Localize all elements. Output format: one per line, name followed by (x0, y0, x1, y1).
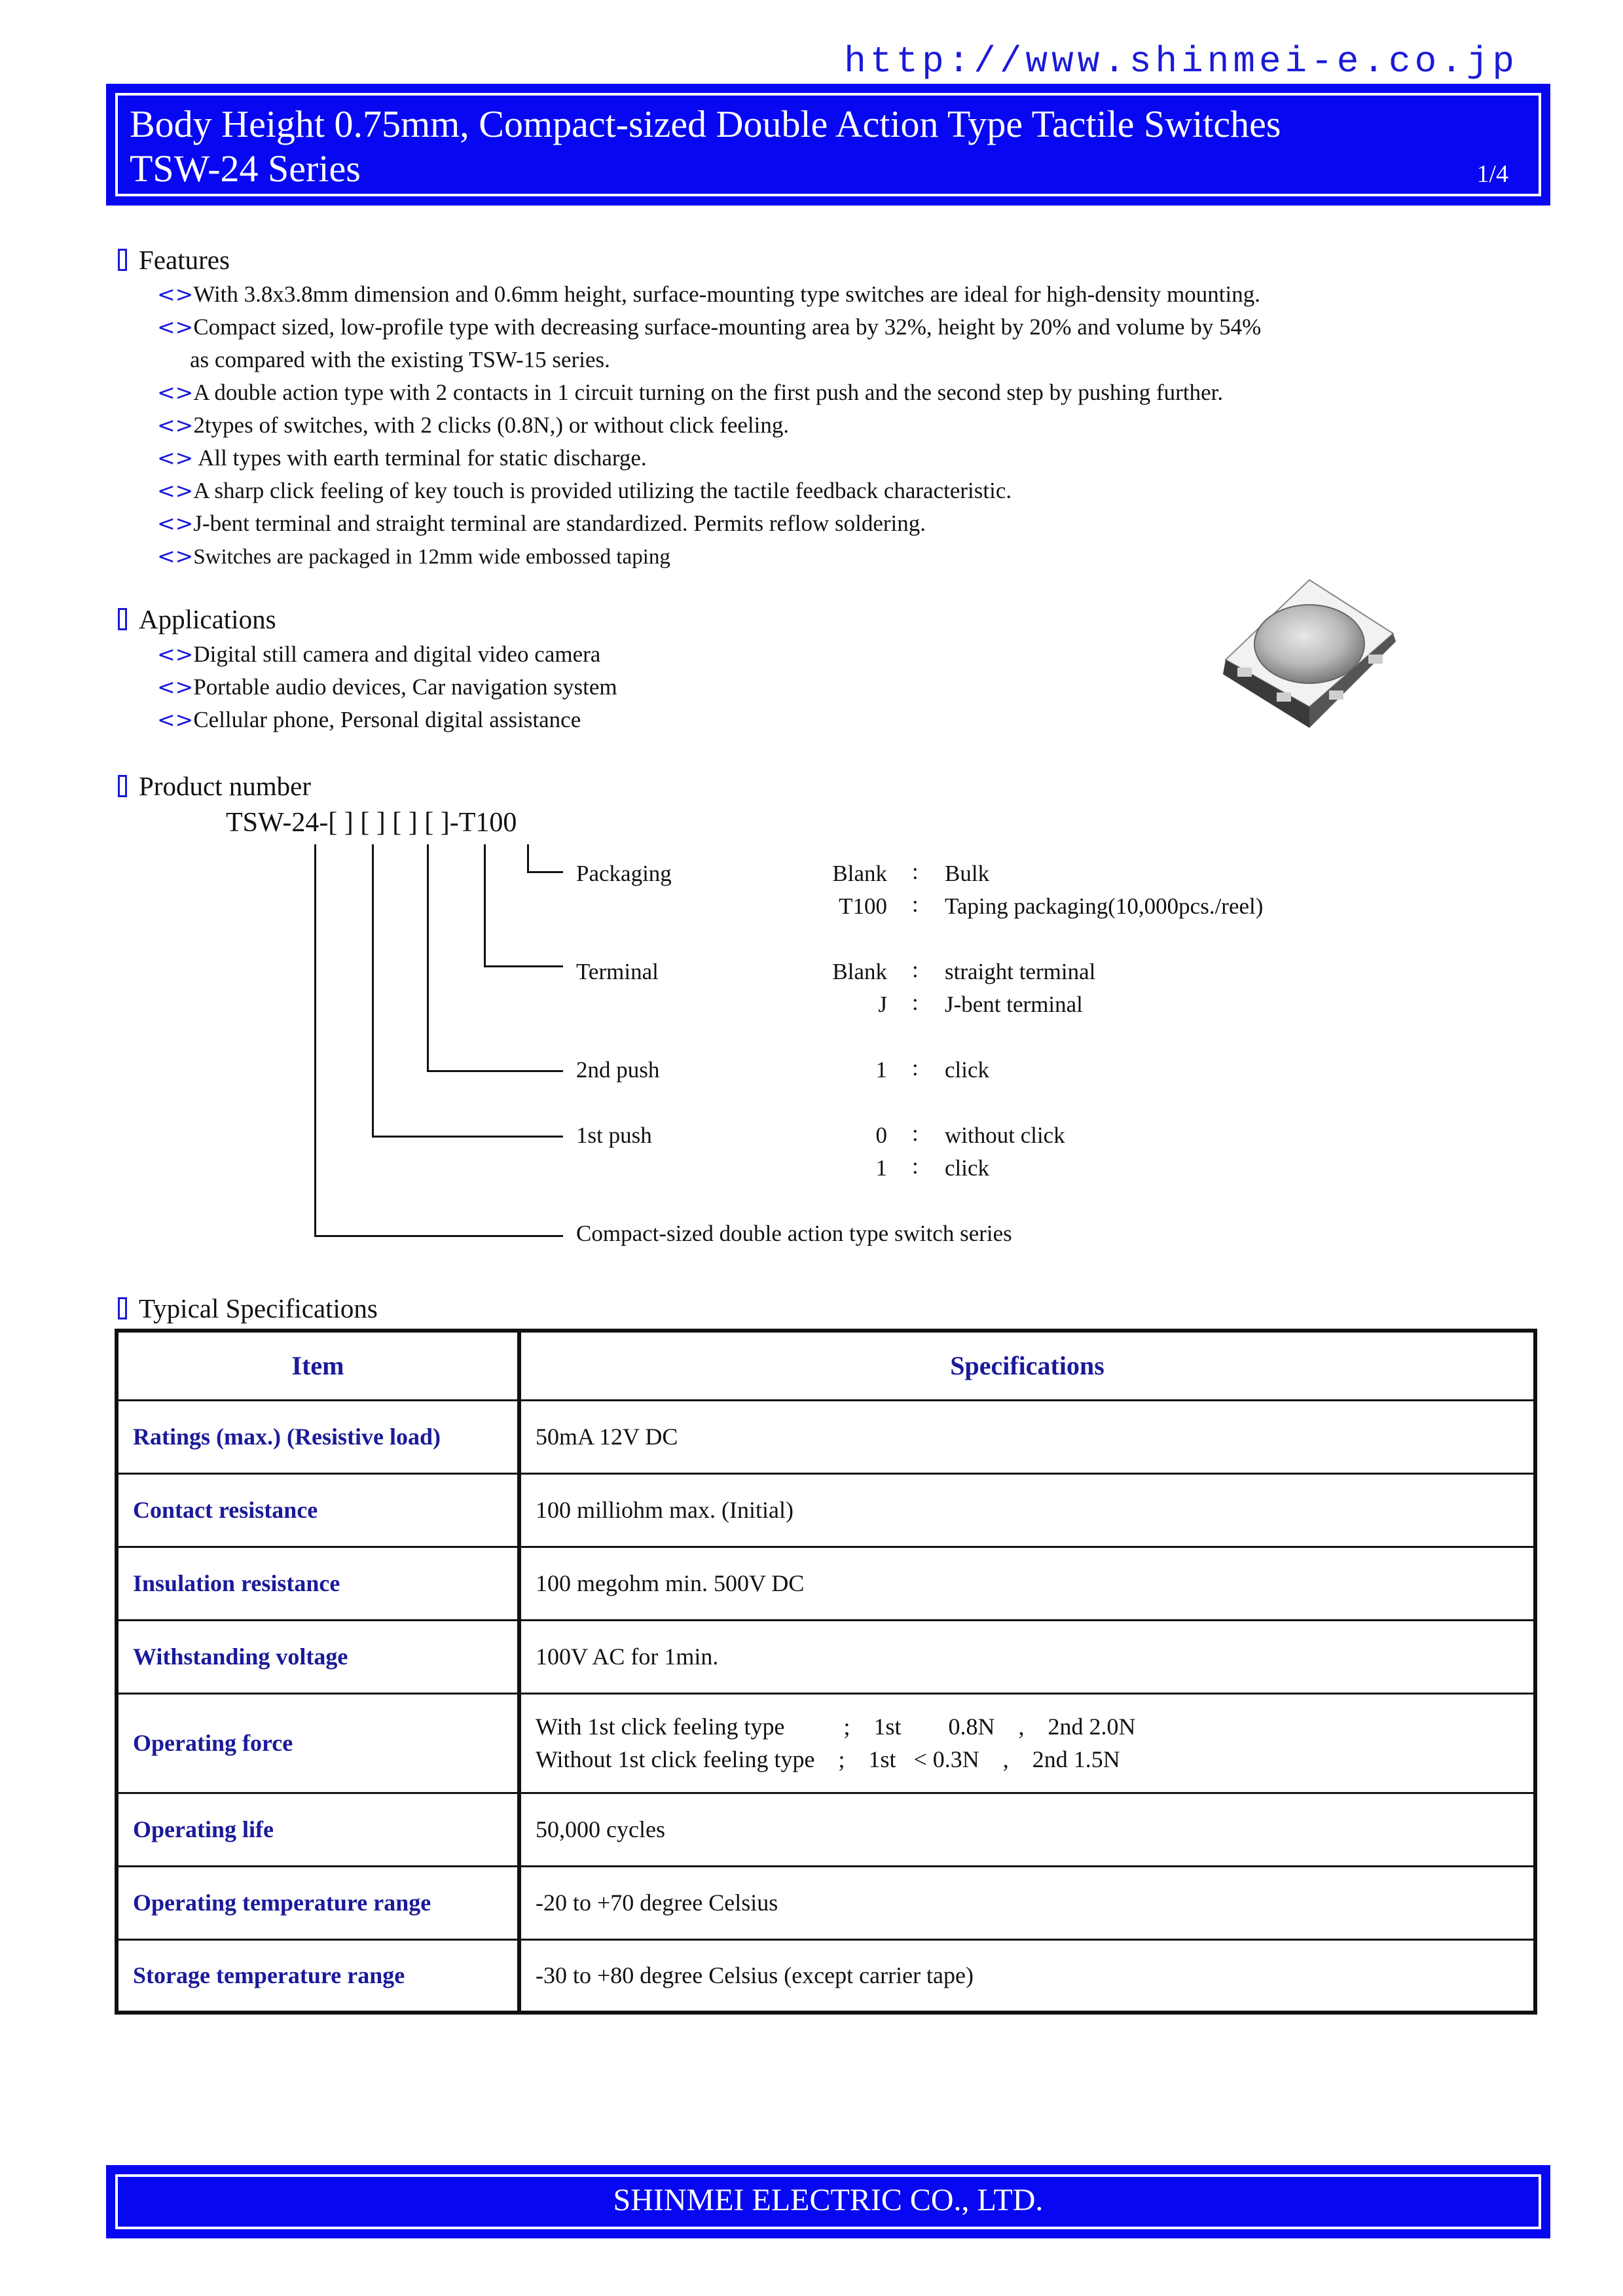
connector-line (527, 871, 563, 873)
spec-value: -20 to +70 degree Celsius (519, 1866, 1535, 1939)
feature-item (157, 445, 647, 471)
product-number-heading (118, 770, 311, 802)
bullet-icon: <> (157, 314, 194, 340)
table-row (117, 1620, 1535, 1693)
series-label: Compact-sized double action type switch series (576, 1221, 1012, 1246)
option-code: 1 (875, 1155, 887, 1181)
specifications-heading-text: Typical Specifications (139, 1293, 378, 1323)
feature-text: All types with earth terminal for static discharge. (193, 445, 647, 471)
spec-value: -30 to +80 degree Celsius (except carrier tape) (519, 1939, 1535, 2013)
website-url[interactable]: http://www.shinmei-e.co.jp (844, 41, 1518, 82)
option-colon: : (912, 1153, 919, 1179)
section-marker-icon (118, 775, 127, 797)
option-colon: : (912, 1055, 919, 1081)
specifications-table (115, 1329, 1537, 2015)
feature-item (157, 412, 789, 439)
option-colon: : (912, 990, 919, 1015)
spec-item: Insulation resistance (117, 1547, 519, 1620)
connector-line (484, 844, 486, 967)
option-code: 1 (875, 1057, 887, 1083)
bullet-icon: <> (157, 707, 194, 732)
spec-value (519, 1693, 1535, 1793)
page-title: Body Height 0.75mm, Compact-sized Double Action Type Tactile Switches (130, 103, 1281, 145)
first-push-label: 1st push (576, 1122, 652, 1148)
option-code: T100 (839, 893, 887, 919)
option-colon: : (912, 1121, 919, 1146)
spec-item: Operating life (117, 1793, 519, 1866)
option-code: Blank (832, 861, 887, 886)
option-desc: J-bent terminal (945, 992, 1083, 1017)
feature-text: A sharp click feeling of key touch is provided utilizing the tactile feedback characteristic. (193, 478, 1012, 503)
application-item (157, 641, 600, 668)
feature-text: Compact sized, low-profile type with decreasing surface-mounting area by 32%, height by 20% and volume by 54% (193, 314, 1262, 340)
specifications-heading (118, 1293, 378, 1324)
product-number-heading-text: Product number (139, 771, 312, 801)
feature-item (157, 511, 926, 537)
option-code: Blank (832, 959, 887, 984)
option-desc: Bulk (945, 861, 990, 886)
feature-item (157, 314, 1261, 340)
second-push-label: 2nd push (576, 1057, 660, 1083)
bullet-icon: <> (157, 478, 194, 503)
bullet-icon: <> (157, 445, 194, 471)
table-row (117, 1547, 1535, 1620)
applications-heading (118, 603, 276, 635)
option-colon: : (912, 859, 919, 884)
section-marker-icon (118, 249, 127, 271)
option-code: J (878, 992, 887, 1017)
bullet-icon: <> (157, 412, 194, 438)
bullet-icon: <> (157, 674, 194, 700)
table-row (117, 1793, 1535, 1866)
title-banner (106, 84, 1550, 206)
spec-value: 100 megohm min. 500V DC (519, 1547, 1535, 1620)
feature-item-continuation: as compared with the existing TSW-15 series. (190, 347, 610, 372)
table-header-row (117, 1331, 1535, 1400)
spec-item: Withstanding voltage (117, 1620, 519, 1693)
feature-item (157, 281, 1260, 308)
section-marker-icon (118, 608, 127, 630)
application-item (157, 707, 581, 733)
spec-value: 100 milliohm max. (Initial) (519, 1473, 1535, 1547)
footer-banner (106, 2165, 1550, 2238)
connector-line (314, 844, 316, 1237)
bullet-icon: <> (157, 281, 194, 307)
option-desc: click (945, 1155, 990, 1181)
option-colon: : (912, 957, 919, 982)
page-number: 1/4 (1476, 160, 1508, 188)
feature-text: A double action type with 2 contacts in 1 circuit turning on the first push and the second step by pushing further. (193, 380, 1224, 405)
feature-item (157, 543, 670, 569)
spec-item: Operating temperature range (117, 1866, 519, 1939)
part-number-pattern: TSW-24-[ ] [ ] [ ] [ ]-T100 (226, 808, 517, 838)
feature-text: J-bent terminal and straight terminal are standardized. Permits reflow soldering. (193, 511, 926, 536)
feature-text: Switches are packaged in 12mm wide embossed taping (193, 545, 670, 569)
application-text: Cellular phone, Personal digital assistance (193, 707, 581, 732)
column-header-specifications: Specifications (519, 1331, 1535, 1400)
features-heading-text: Features (139, 245, 230, 275)
application-item (157, 674, 617, 700)
table-row (117, 1866, 1535, 1939)
feature-text: 2types of switches, with 2 clicks (0.8N,) or without click feeling. (193, 412, 790, 438)
connector-line (372, 1136, 563, 1138)
bullet-icon: <> (157, 511, 194, 536)
bullet-icon: <> (157, 641, 194, 667)
bullet-icon: <> (157, 380, 194, 405)
company-name: SHINMEI ELECTRIC CO., LTD. (613, 2183, 1044, 2217)
connector-line (314, 1235, 563, 1237)
connector-line (372, 844, 374, 1138)
option-code: 0 (875, 1122, 887, 1148)
option-colon: : (912, 891, 919, 917)
operating-force-line: Without 1st click feeling type ; 1st < 0.3N , 2nd 1.5N (536, 1746, 1120, 1772)
option-desc: straight terminal (945, 959, 1096, 984)
table-row (117, 1473, 1535, 1547)
spec-item: Operating force (117, 1693, 519, 1793)
feature-item (157, 380, 1223, 406)
spec-item: Contact resistance (117, 1473, 519, 1547)
table-row (117, 1939, 1535, 2013)
spec-item: Storage temperature range (117, 1939, 519, 2013)
option-desc: Taping packaging(10,000pcs./reel) (945, 893, 1264, 919)
connector-line (527, 844, 529, 873)
feature-text: With 3.8x3.8mm dimension and 0.6mm height, surface-mounting type switches are ideal for high-density mounting. (193, 281, 1260, 307)
spec-value: 50mA 12V DC (519, 1400, 1535, 1473)
application-text: Digital still camera and digital video camera (193, 641, 601, 667)
terminal-label: Terminal (576, 959, 659, 984)
application-text: Portable audio devices, Car navigation system (193, 674, 617, 700)
option-desc: click (945, 1057, 990, 1083)
series-title: TSW-24 Series (130, 147, 361, 190)
packaging-label: Packaging (576, 861, 672, 886)
connector-line (427, 844, 429, 1072)
connector-line (427, 1070, 563, 1072)
features-heading (118, 244, 230, 276)
feature-item (157, 478, 1012, 504)
spec-item: Ratings (max.) (Resistive load) (117, 1400, 519, 1473)
section-marker-icon (118, 1297, 127, 1319)
applications-heading-text: Applications (139, 604, 276, 634)
option-desc: without click (945, 1122, 1065, 1148)
bullet-icon: <> (157, 543, 194, 569)
table-row (117, 1693, 1535, 1793)
table-row (117, 1400, 1535, 1473)
connector-line (484, 965, 563, 967)
switch-product-photo (1211, 576, 1408, 746)
operating-force-line: With 1st click feeling type ; 1st 0.8N , 2nd 2.0N (536, 1713, 1136, 1740)
spec-value: 100V AC for 1min. (519, 1620, 1535, 1693)
spec-value: 50,000 cycles (519, 1793, 1535, 1866)
column-header-item: Item (117, 1331, 519, 1400)
